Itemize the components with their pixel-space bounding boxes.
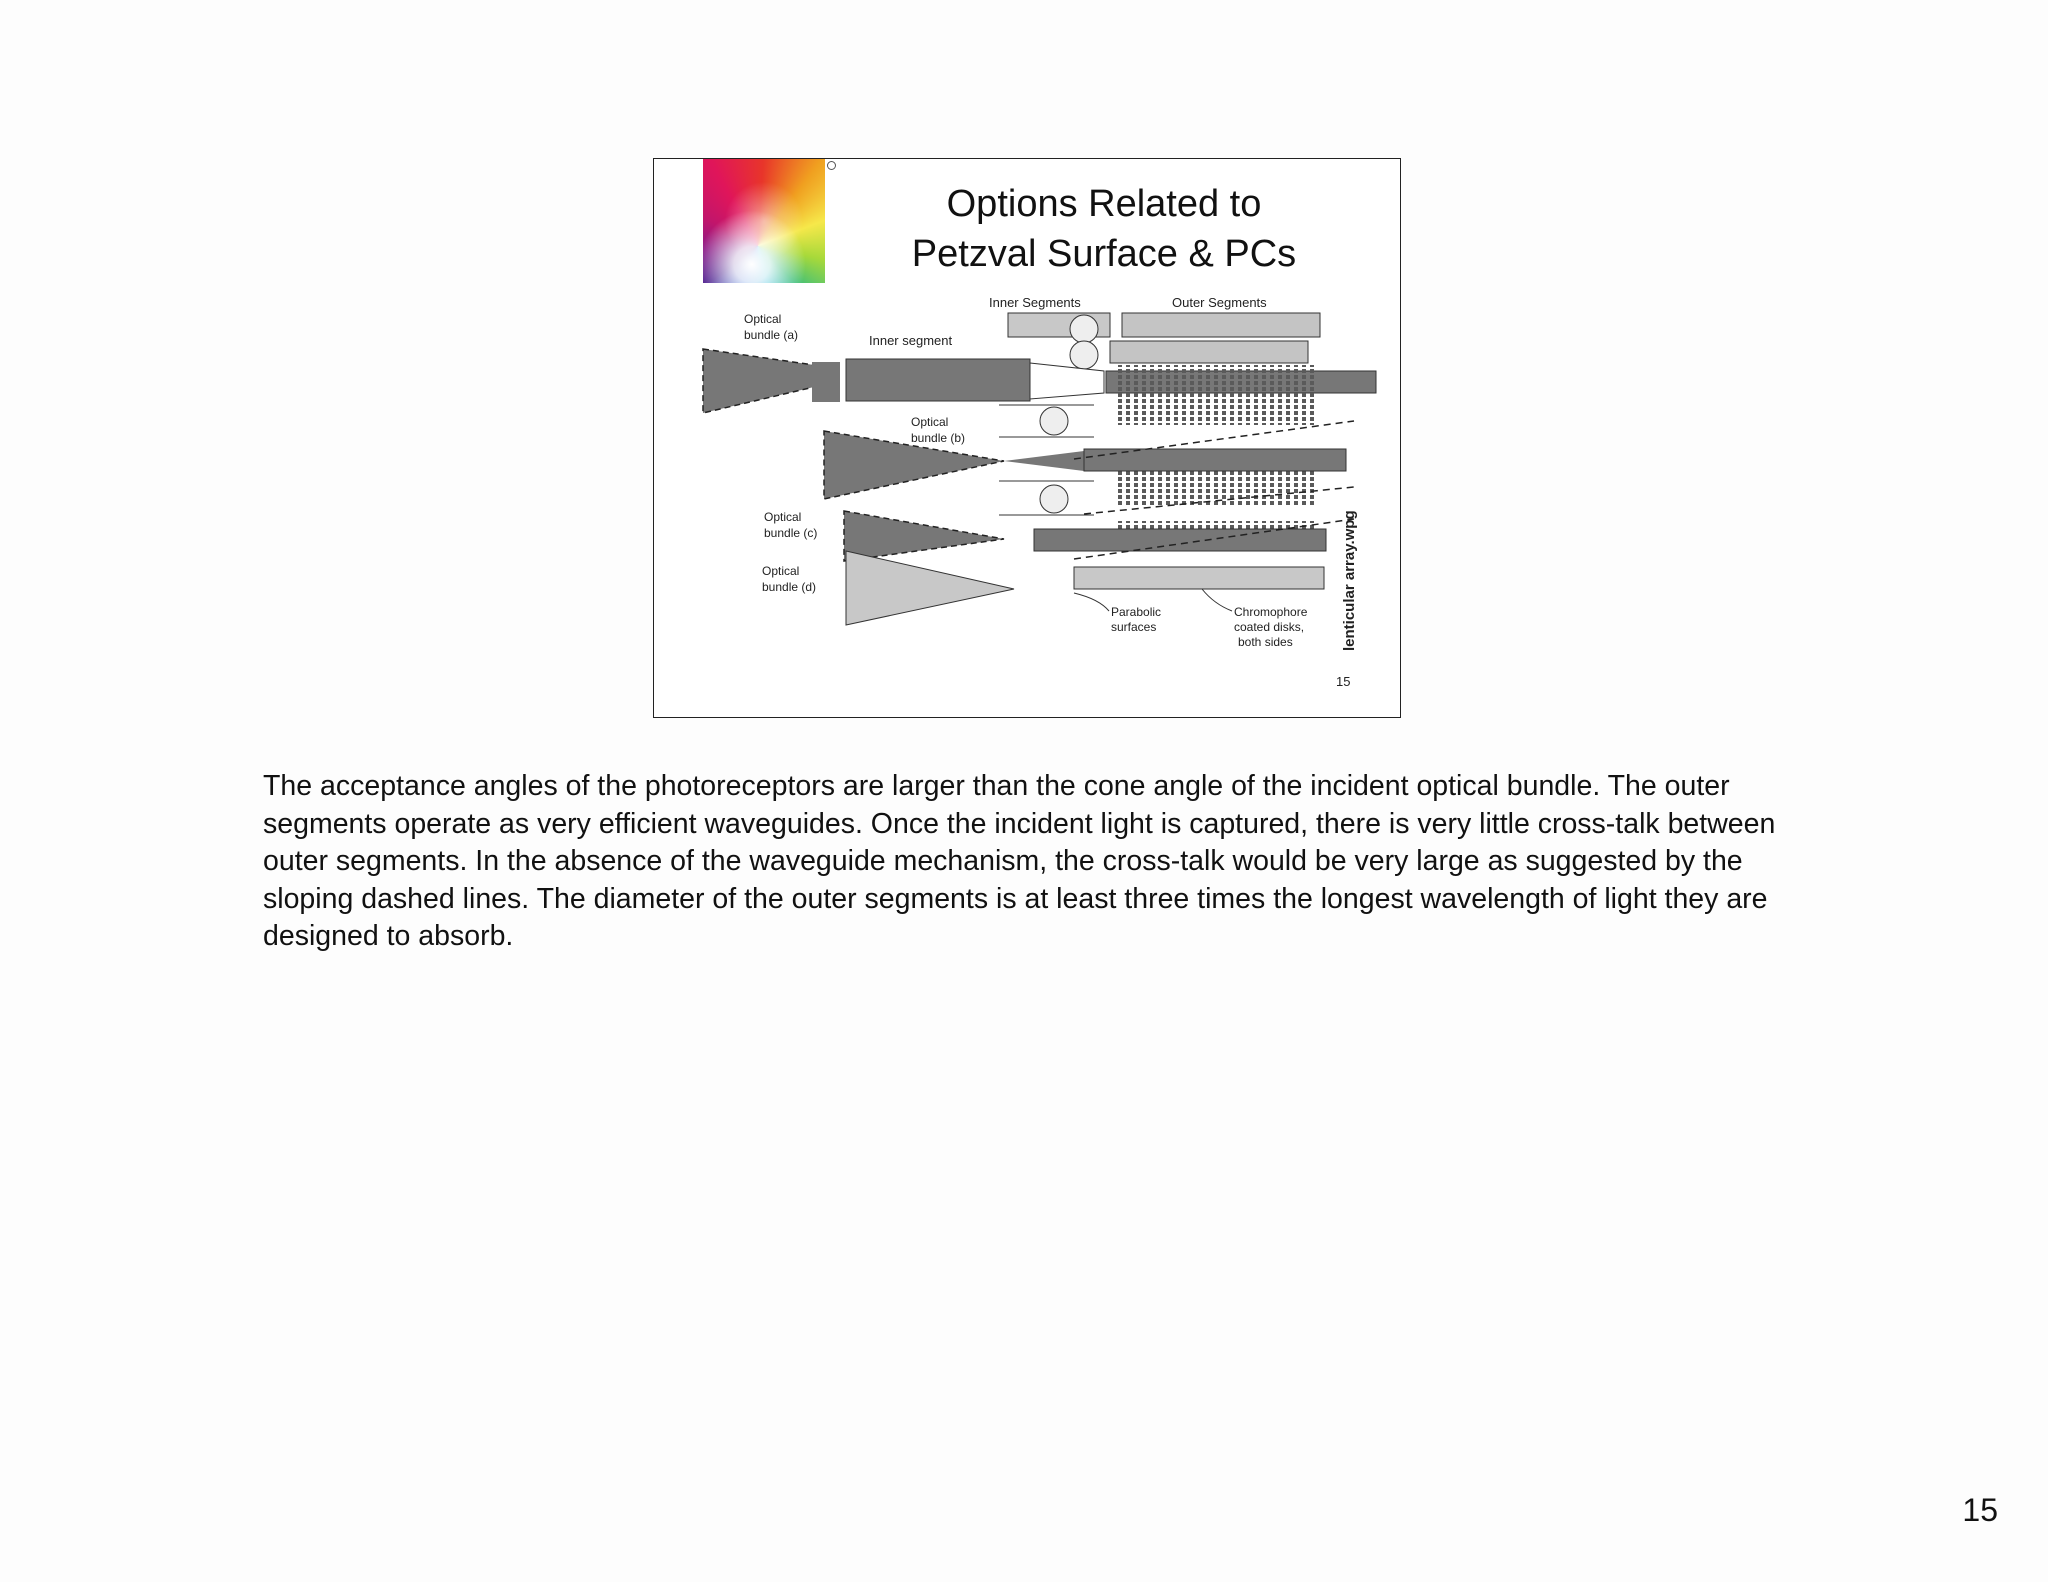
label-optical-c-2: bundle (c) <box>764 526 818 540</box>
label-outer-segments: Outer Segments <box>1172 295 1267 310</box>
label-inner-segment: Inner segment <box>869 333 953 348</box>
bundle-b-cross <box>1004 451 1084 471</box>
slide-title-line-2: Petzval Surface & PCs <box>911 233 1297 275</box>
page-number: 15 <box>1962 1492 1998 1528</box>
leader-chromophore <box>1202 589 1232 611</box>
label-optical-c-1: Optical <box>764 510 802 524</box>
top-outer-segment-2 <box>1110 341 1308 363</box>
bundle-a-body <box>812 362 840 402</box>
label-parabolic-2: surfaces <box>1111 620 1157 634</box>
label-parabolic-1: Parabolic <box>1111 605 1162 619</box>
label-filename: lenticular array.wpg <box>1341 510 1358 651</box>
label-optical-b-2: bundle (b) <box>911 431 966 445</box>
label-optical-d-2: bundle (d) <box>762 580 817 594</box>
inner-segment-a <box>846 359 1030 401</box>
leader-parabolic <box>1074 593 1109 611</box>
outer-segment-c <box>1034 529 1326 551</box>
label-optical-a-1: Optical <box>744 312 782 326</box>
bundle-a-taper <box>1030 363 1104 399</box>
optical-bundle-d <box>846 551 1014 625</box>
parabola-b-1 <box>1040 407 1068 435</box>
label-inner-segments: Inner Segments <box>989 295 1081 310</box>
top-parabola-1 <box>1070 315 1098 343</box>
optical-bundle-c <box>844 511 1004 561</box>
label-optical-a-2: bundle (a) <box>744 328 799 342</box>
top-parabola-2 <box>1070 341 1098 369</box>
outer-segment-d <box>1074 567 1324 589</box>
label-chromophore-3: both sides <box>1238 635 1293 649</box>
slide-number: 15 <box>1336 674 1351 689</box>
label-optical-b-1: Optical <box>911 415 949 429</box>
disk-stack-middle <box>1116 469 1316 505</box>
lenticular-array-diagram <box>654 159 1401 718</box>
disk-stack-upper <box>1116 365 1316 425</box>
label-chromophore-2: coated disks, <box>1234 620 1305 634</box>
optical-bundle-a <box>703 349 814 413</box>
slide-thumbnail <box>653 158 1401 718</box>
parabola-b-2 <box>1040 485 1068 513</box>
label-optical-d-1: Optical <box>762 564 800 578</box>
slide-title-line-1: Options Related to <box>946 183 1262 225</box>
speaker-notes: The acceptance angles of the photoreceptors are larger than the cone angle of the incident optical bundle. The outer segments operate as very efficient waveguides. Once the incident light is captured, there is very little cross-talk between outer segments. In the absence of the waveguide mechanism, the cross-talk would be very large as suggested by the sloping dashed lines. The diameter of the outer segments is at least three times the longest wavelength of light they are designed to absorb. <box>263 770 1776 952</box>
top-outer-segment-1 <box>1122 313 1320 337</box>
label-chromophore-1: Chromophore <box>1234 605 1308 619</box>
